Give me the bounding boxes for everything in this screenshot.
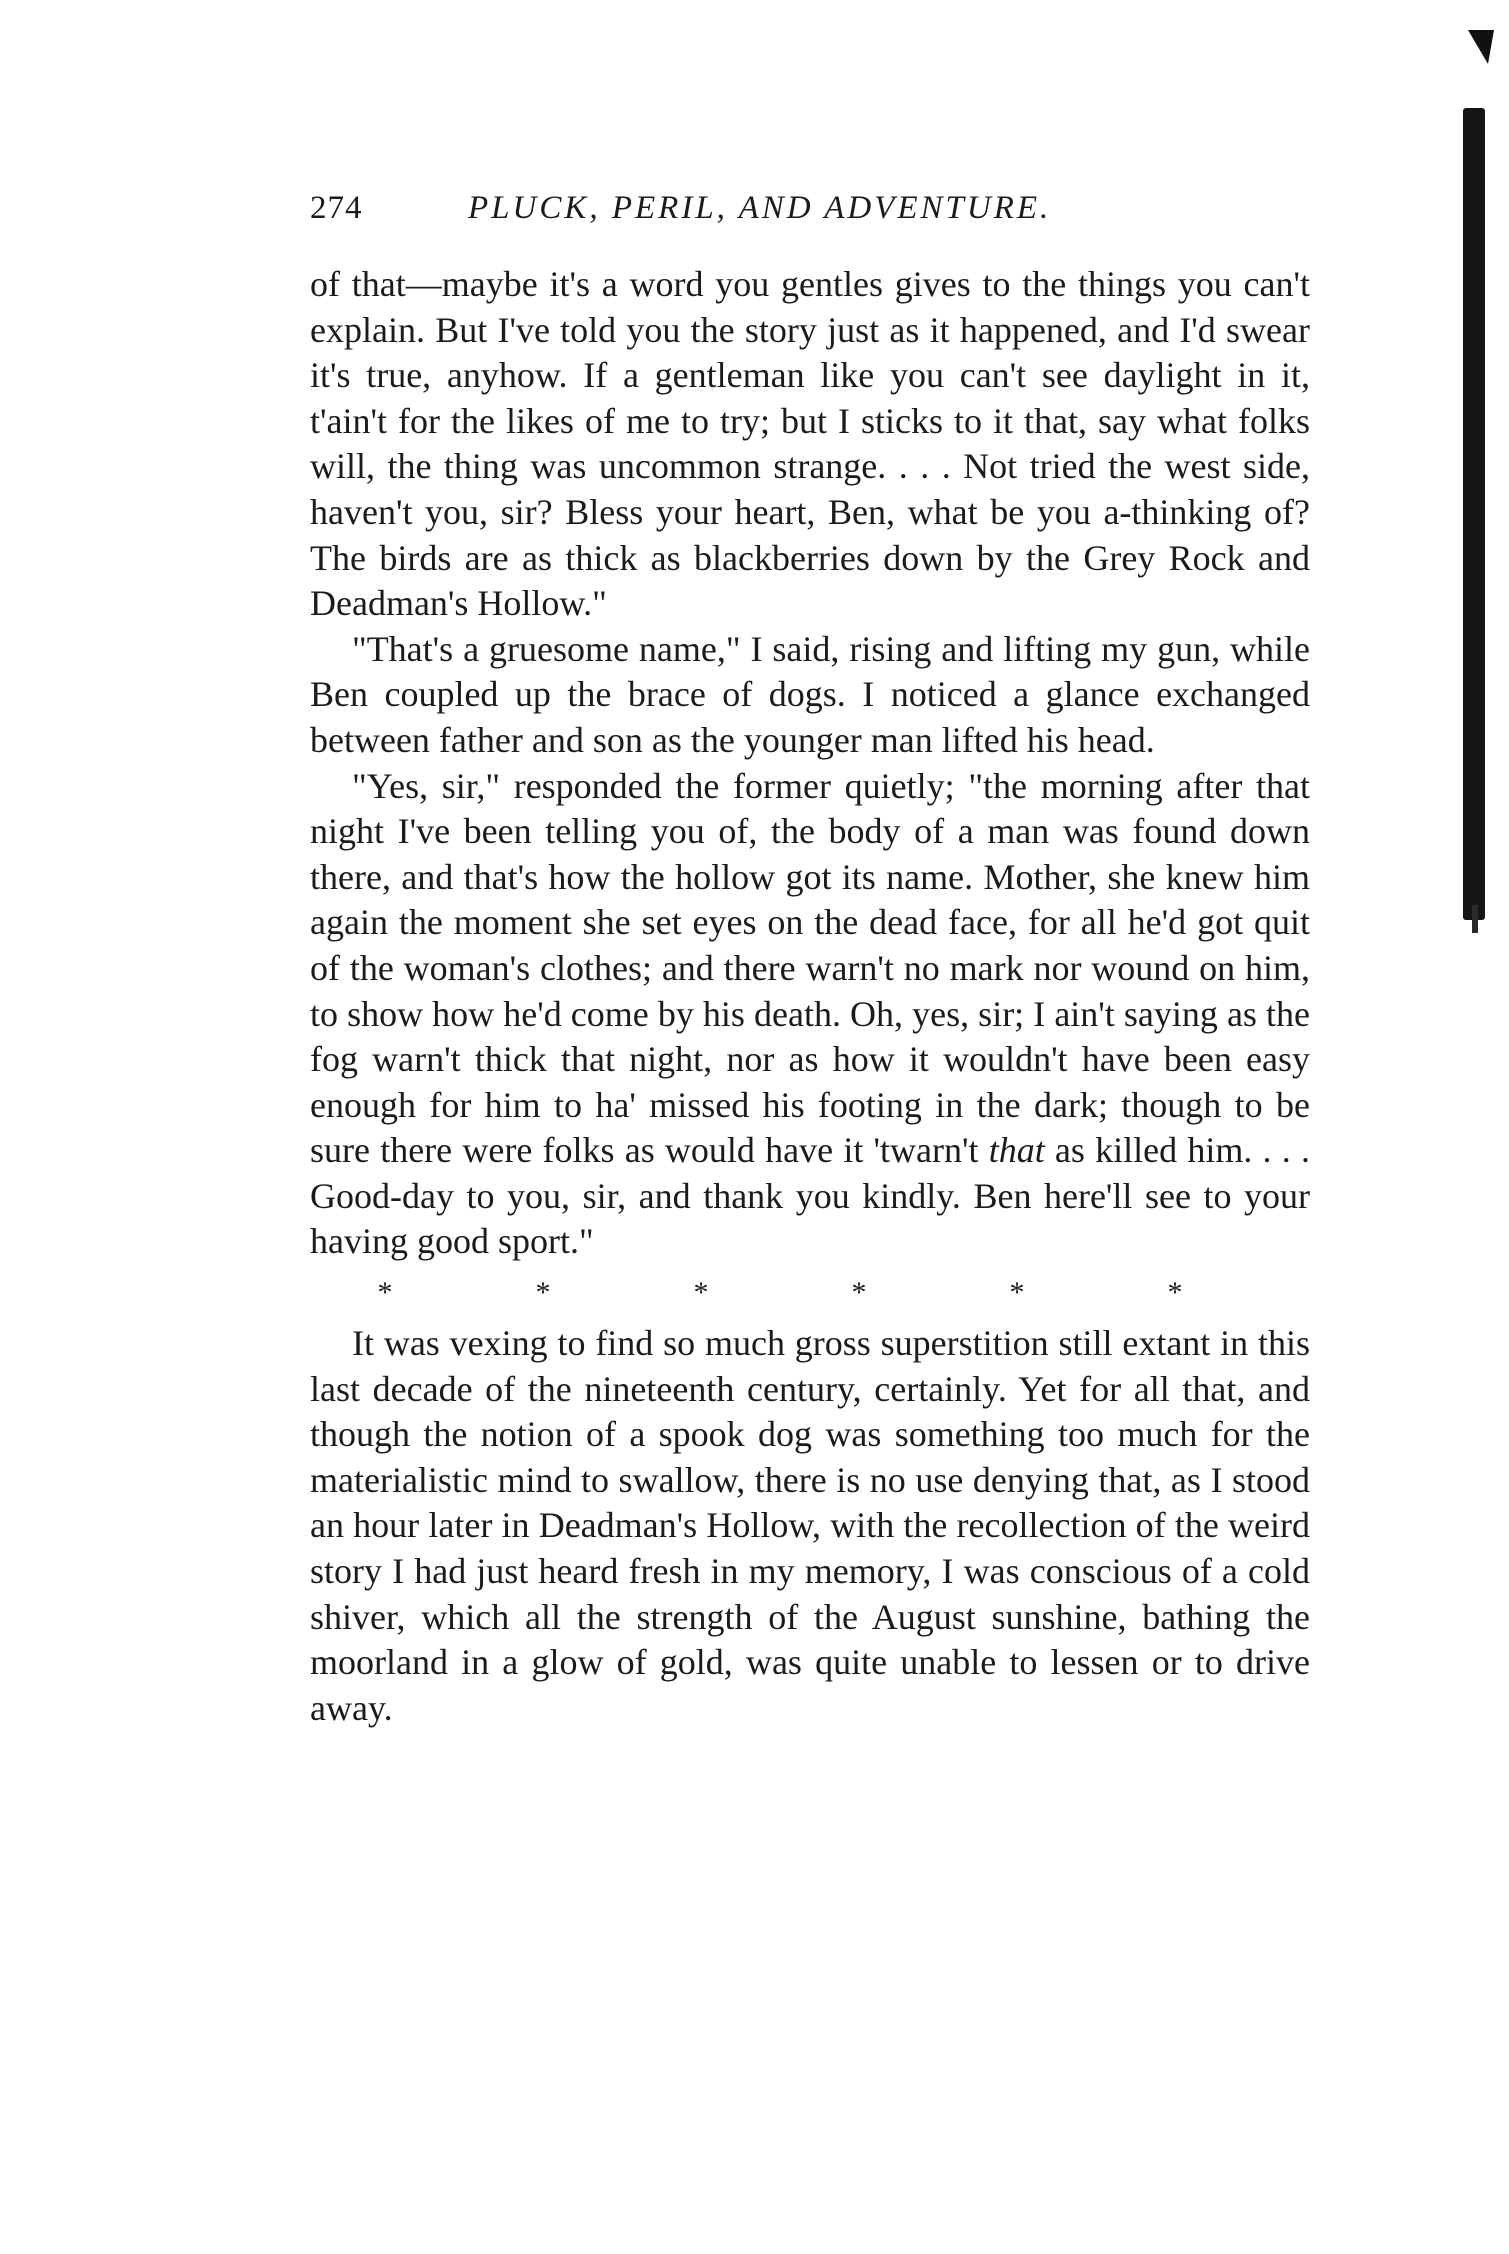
asterism-6: * — [1167, 1276, 1183, 1310]
paragraph-4 — [310, 1321, 1310, 1731]
paragraph-3-text-after: as killed him. . . . Good-day to you, sir, and thank you kindly. Ben here'll see to your having good sport." — [310, 1130, 1310, 1262]
asterism-2: * — [535, 1276, 551, 1310]
paragraph-1-text: of that—maybe it's a word you gentles gives to the things you can't explain. But I've told you the story just as it happened, and I'd swear it's true, anyhow. If a gentleman like you can't see daylight in it, t'ain't for the likes of me to try; but I sticks to it that, say what folks will, the thing was uncommon strange. . . . Not tried the west side, haven't you, sir? Bless your heart, Ben, what be you a-thinking of? The birds are as thick as blackberries down by the Grey Rock and Deadman's Hollow." — [310, 264, 1310, 624]
asterism-3: * — [693, 1276, 709, 1310]
paragraph-4-text: It was vexing to find so much gross superstition still extant in this last decade of the nineteenth century, certainly. Yet for all that, and though the notion of a spook dog was something too much for the materialistic mind to swallow, there is no use denying that, as I stood an hour later in Deadman's Hollow, with the recollection of the weird story I had just heard fresh in my memory, I was conscious of a cold shiver, which all the strength of the August sunshine, bathing the moorland in a glow of gold, was quite unable to lessen or to drive away. — [310, 1323, 1310, 1728]
scan-edge-shadow — [1463, 108, 1485, 920]
asterism-4: * — [851, 1276, 867, 1310]
page-number: 274 — [310, 190, 363, 226]
paragraph-1 — [310, 262, 1310, 627]
section-separator — [370, 1271, 1190, 1315]
body-text — [310, 262, 1310, 1731]
scan-corner-mark — [1462, 30, 1494, 64]
asterism-1: * — [377, 1276, 393, 1310]
paragraph-3 — [310, 764, 1310, 1266]
paragraph-3-emphasis: that — [988, 1130, 1045, 1171]
asterism-5: * — [1009, 1276, 1025, 1310]
paragraph-2 — [310, 627, 1310, 764]
running-header — [310, 190, 1320, 240]
paragraph-3-text-before: "Yes, sir," responded the former quietly; "the morning after that night I've been telling you of, the body of a man was found down there, and that's how the hollow got its name. Mother, she knew him again the moment she set eyes on the dead face, for all he'd got quit of the woman's clothes; and there warn't no mark nor wound on him, to show how he'd come by his death. Oh, yes, sir; I ain't saying as the fog warn't thick that night, nor as how it wouldn't have been easy enough for him to ha' missed his footing in the dark; though to be sure there were folks as would have it 'twarn't — [310, 765, 1310, 1171]
scan-edge-shadow-tail — [1472, 905, 1478, 933]
running-title: PLUCK, PERIL, AND ADVENTURE. — [468, 190, 1052, 226]
paragraph-2-text: "That's a gruesome name," I said, rising and lifting my gun, while Ben coupled up the brace of dogs. I noticed a glance exchanged between father and son as the younger man lifted his head. — [310, 628, 1310, 760]
